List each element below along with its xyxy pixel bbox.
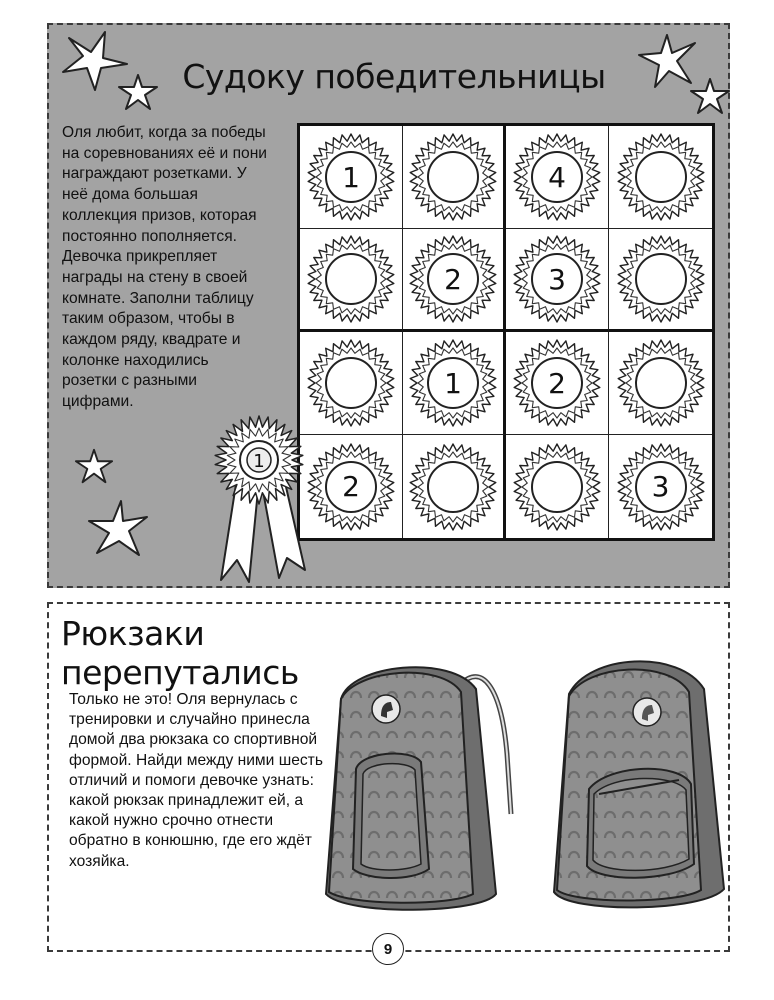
star-icon [689,77,731,115]
award-ribbon-icon [209,410,309,590]
sudoku-digit: 2 [548,366,566,400]
rosette-icon [512,442,602,532]
sudoku-digit: 2 [444,262,462,296]
sudoku-digit [616,338,706,428]
rosette-icon [306,234,396,324]
rosette-icon [616,234,706,324]
sudoku-digit: 3 [548,262,566,296]
sudoku-cell[interactable] [609,435,712,538]
sudoku-cell[interactable] [506,229,609,332]
sudoku-cell[interactable] [300,229,403,332]
sudoku-panel [47,23,730,588]
backpack-right-image [529,644,739,929]
rosette-icon [306,442,396,532]
sudoku-cell[interactable] [506,435,609,538]
sudoku-cell[interactable] [300,126,403,229]
backpacks-panel [47,602,730,952]
rosette-icon [616,338,706,428]
sudoku-cell[interactable] [609,126,712,229]
rosette-icon [512,132,602,222]
sudoku-digit [306,338,396,428]
sudoku-cell[interactable] [609,332,712,435]
sudoku-digit [408,442,498,532]
star-icon [637,33,697,89]
rosette-icon [408,234,498,324]
sudoku-cell[interactable] [403,229,506,332]
sudoku-digit: 1 [444,366,462,400]
rosette-icon [616,442,706,532]
star-icon [74,447,114,485]
rosette-icon [512,234,602,324]
sudoku-digit: 2 [342,470,360,503]
rosette-icon [408,442,498,532]
star-icon [87,499,149,557]
sudoku-cell[interactable] [300,332,403,435]
rosette-icon [408,132,498,222]
rosette-icon [306,338,396,428]
backpack-left-image [311,644,521,929]
rosette-icon [408,338,498,428]
section-title-line2: перепутались [61,653,299,692]
sudoku-digit [306,234,396,324]
sudoku-digit: 1 [342,160,360,194]
sudoku-digit [616,234,706,324]
sudoku-digit: 3 [651,470,670,503]
section-title-line1: Рюкзаки [61,614,205,653]
rosette-icon [512,338,602,428]
sudoku-cell[interactable] [506,126,609,229]
ribbon-number: 1 [253,451,265,472]
rosette-icon [306,132,396,222]
sudoku-cell[interactable] [506,332,609,435]
sudoku-cell[interactable] [609,229,712,332]
rosette-icon [616,132,706,222]
sudoku-grid [297,123,715,541]
sudoku-cell[interactable] [403,126,506,229]
sudoku-instructions: Оля любит, когда за победы на соревнованиях её и пони награждают розетками. У неё дома большая коллекция призов, которая постоянно пополняется. Девочка прикрепляет награды на стену в своей комнате. Заполни таблицу таким образом, чтобы в каждом ряду, квадрате и колонке находились розетки с разными цифрами. [62,124,268,411]
page-number: 9 [372,933,404,965]
sudoku-digit [408,132,498,222]
sudoku-cell[interactable] [300,435,403,538]
sudoku-cell[interactable] [403,332,506,435]
backpacks-instructions: Только не это! Оля вернулась с тренировки и случайно принесла домой два рюкзака со спортивной формой. Найди между ними шесть отличий и помоги девочке узнать: какой рюкзак принадлежит ей, а какой нужно срочно отнести обратно в конюшню, где его ждёт хозяйка. [69,691,323,870]
sudoku-digit [616,132,706,222]
sudoku-cell[interactable] [403,435,506,538]
sudoku-digit [512,442,602,532]
page-title: Судоку победительницы [182,57,606,96]
sudoku-digit: 4 [548,160,566,194]
